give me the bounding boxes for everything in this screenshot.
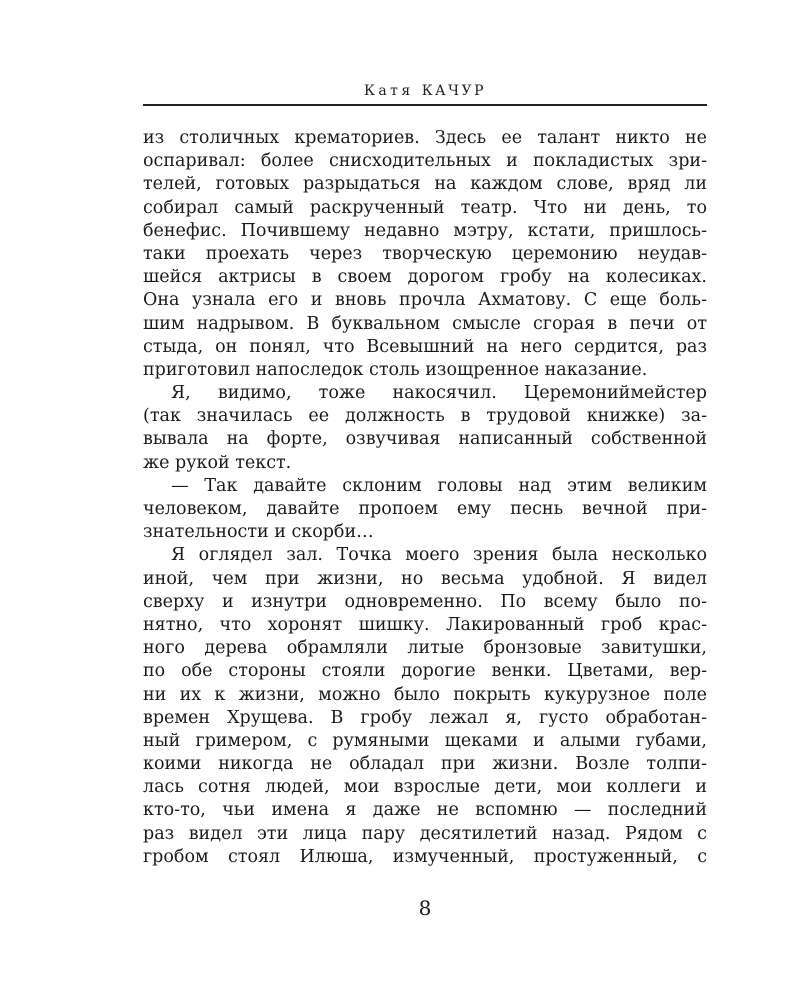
text-line: (так значилась ее должность в трудовой книжке) за- [143, 406, 707, 427]
text-line: таки проехать через творческую церемонию неудав- [143, 243, 707, 264]
text-line: нятно, что хоронят шишку. Лакированный гроб крас- [143, 614, 707, 635]
text-line: приготовил напоследок столь изощренное наказание. [143, 359, 648, 380]
text-line: ного дерева обрамляли литые бронзовые завитушки, [143, 638, 707, 659]
text-line: гробом стоял Илюша, измученный, простуженный, с [143, 846, 707, 867]
text-line: собирал самый раскрученный театр. Что ни день, то [143, 197, 707, 218]
text-line: Я оглядел зал. Точка моего зрения была несколько [171, 545, 707, 566]
text-line: же рукой текст. [143, 452, 292, 473]
text-line: раз видел эти лица пару десятилетий назад. Рядом с [143, 823, 707, 844]
text-line: — Так давайте склоним головы над этим великим [171, 475, 707, 496]
text-line: Я, видимо, тоже накосячил. Церемониймейстер [171, 383, 707, 404]
header-rule [143, 104, 707, 106]
text-line: ни их к жизни, можно было покрыть кукурузное поле [143, 684, 707, 705]
author-last-name: КАЧУР [421, 83, 486, 99]
text-line: знательности и скорби… [143, 522, 374, 543]
text-line: иной, чем при жизни, но весьма удобной. Я видел [143, 568, 707, 589]
text-line: из столичных крематориев. Здесь ее талант никто не [143, 128, 707, 148]
body-text [143, 127, 707, 869]
text-line: бенефис. Почившему недавно мэтру, кстати, пришлось- [143, 220, 707, 241]
author-first-name: Катя [363, 83, 414, 99]
text-line: телей, готовых разрыдаться на каждом слове, вряд ли [143, 174, 707, 195]
text-line: ный гримером, с румяными щеками и алыми губами, [143, 730, 707, 751]
text-line: коими никогда не обладал при жизни. Возле толпи- [143, 754, 707, 775]
text-line: стыда, он понял, что Всевышний на него сердится, раз [143, 336, 707, 357]
text-line: сверху и изнутри одновременно. По всему было по- [143, 591, 707, 612]
text-line: шейся актрисы в своем дорогом гробу на колесиках. [143, 267, 707, 288]
text-line: человеком, давайте пропоем ему песнь вечной при- [143, 499, 707, 519]
text-line: лась сотня людей, мои взрослые дети, мои коллеги и [143, 777, 707, 798]
text-line: по обе стороны стояли дорогие венки. Цветами, вер- [143, 661, 707, 682]
text-line: кто-то, чьи имена я даже не вспомню — последний [143, 800, 707, 821]
text-line: Она узнала его и вновь прочла Ахматову. С еще боль- [143, 290, 707, 311]
running-head [143, 82, 707, 100]
text-line: оспаривал: более снисходительных и покладистых зри- [143, 151, 707, 172]
page-number: 8 [418, 896, 432, 920]
text-line: времен Хрущева. В гробу лежал я, густо обработан- [143, 707, 707, 728]
text-line: шим надрывом. В буквальном смысле сгорая в печи от [143, 313, 707, 334]
text-line: вывала на форте, озвучивая написанный собственной [143, 429, 707, 450]
